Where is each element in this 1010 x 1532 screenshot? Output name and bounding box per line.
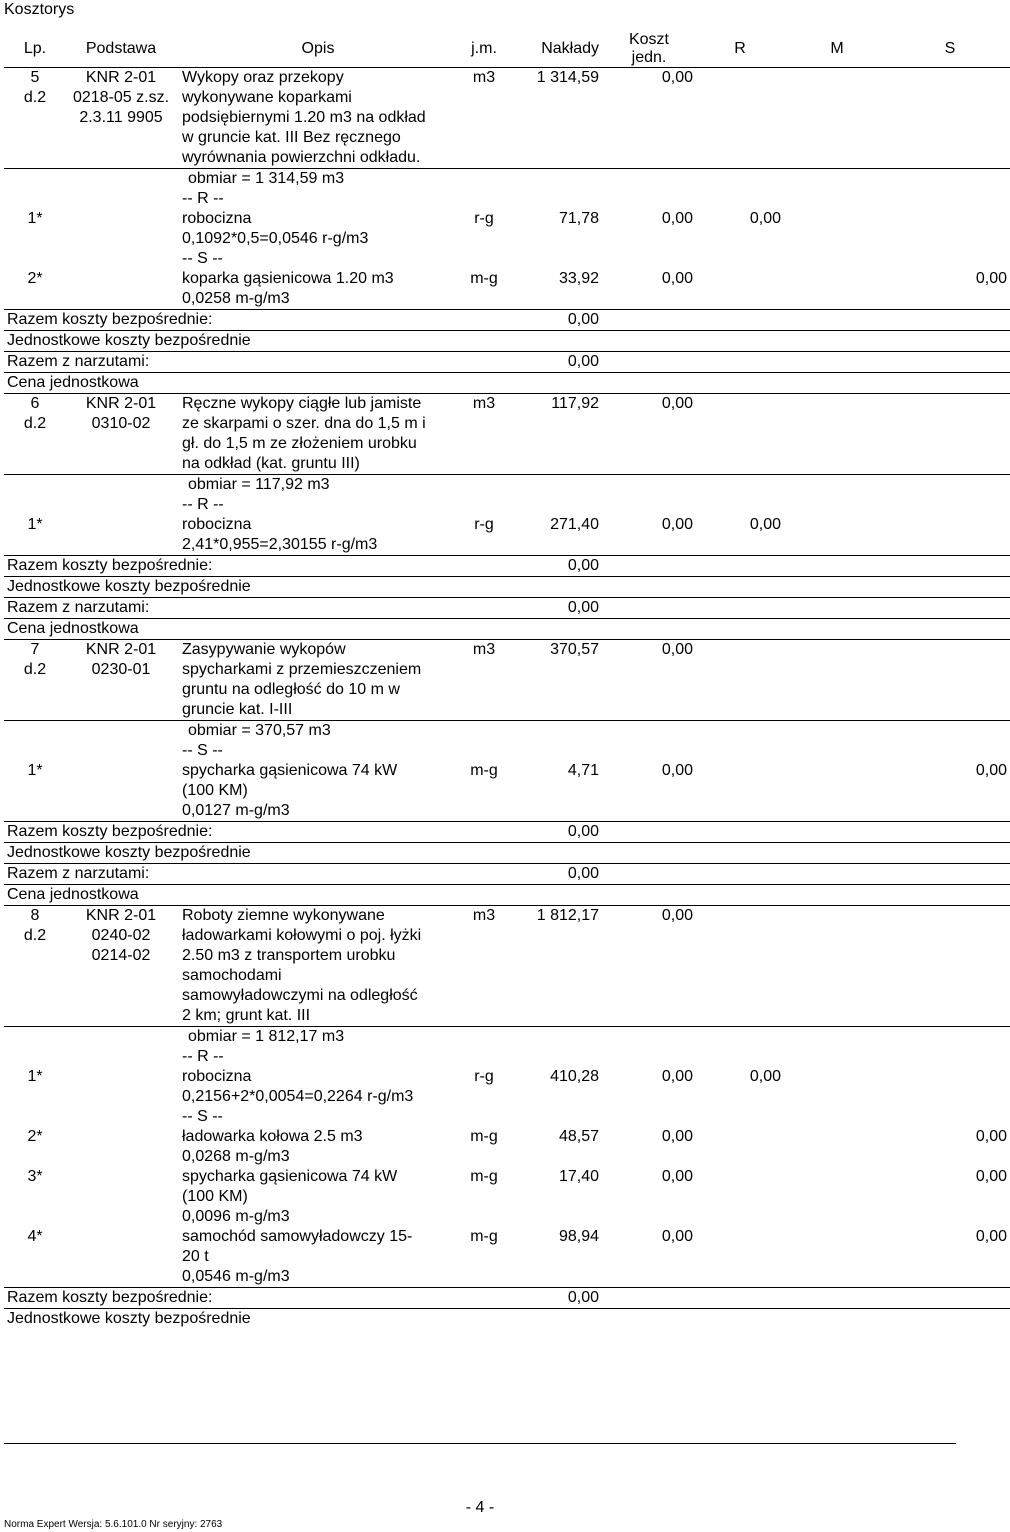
obmiar-row [4, 721, 1010, 742]
resource-lp: 3* [27, 1168, 43, 1185]
resource-s: 0,00 [975, 762, 1007, 779]
razem-narzut-rest [602, 864, 1010, 885]
resource-koszt: 0,00 [661, 1068, 693, 1085]
resource-marker-row [4, 495, 1010, 515]
resource-jm: r-g [474, 1068, 494, 1085]
header-koszt-l1: Koszt [628, 31, 669, 48]
resource-pod [66, 1227, 176, 1288]
cena-row [4, 619, 1010, 640]
jednostkowe-row [4, 331, 1010, 352]
header-koszt-l2: jedn. [631, 49, 667, 66]
item-koszt: 0,00 [602, 68, 696, 169]
item-podstawa [66, 640, 176, 721]
resource-row [4, 1167, 1010, 1227]
obmiar-row [4, 1027, 1010, 1048]
item-naklady: 117,92 [508, 394, 602, 475]
bottom-rule [4, 1443, 956, 1444]
header-r: R [696, 31, 784, 68]
resource-naklady: 4,71 [567, 762, 599, 779]
razem-koszty-row [4, 822, 1010, 843]
item-opis [176, 394, 460, 475]
item-naklady: 1 812,17 [508, 906, 602, 1027]
item-lp [4, 640, 66, 721]
razem-koszty-label: Razem koszty bezpośrednie: [4, 1288, 460, 1309]
resource-r [696, 761, 784, 822]
obmiar-row [4, 169, 1010, 190]
item-s [890, 906, 1010, 1027]
obmiar-text [176, 169, 1010, 190]
item-r [696, 68, 784, 169]
marker-lp [4, 249, 66, 269]
header-naklady: Nakłady [508, 31, 602, 68]
razem-koszty-rest [602, 822, 1010, 843]
razem-koszty-label: Razem koszty bezpośrednie: [4, 822, 460, 843]
obmiar-text [176, 475, 1010, 496]
item-podstawa-line: KNR 2-01 [85, 907, 157, 924]
item-lp [4, 906, 66, 1027]
resource-name-line: ładowarka kołowa 2.5 m3 [182, 1128, 363, 1145]
razem-narzut-value: 0,00 [508, 352, 602, 373]
resource-pod [66, 209, 176, 249]
resource-lp: 2* [27, 1128, 43, 1145]
resource-name [176, 1227, 460, 1288]
razem-narzut-rest [602, 598, 1010, 619]
resource-lp: 2* [27, 270, 43, 287]
razem-narzut-label: Razem z narzutami: [4, 352, 460, 373]
item-opis-line: wyrównania powierzchni odkładu. [182, 149, 421, 166]
resource-pod [66, 1127, 176, 1167]
header-row [4, 31, 1010, 68]
resource-lp: 1* [27, 210, 43, 227]
item-jm: m3 [460, 68, 508, 169]
razem-narzut-rest [602, 352, 1010, 373]
header-m: M [784, 31, 890, 68]
resource-name [176, 1067, 460, 1107]
item-podstawa [66, 68, 176, 169]
item-row [4, 394, 1010, 475]
resource-name-line2: (100 KM) [182, 782, 248, 799]
resource-detail: 2,41*0,955=2,30155 r-g/m3 [182, 536, 378, 553]
resource-row [4, 1127, 1010, 1167]
resource-detail: 0,0268 m-g/m3 [182, 1148, 290, 1165]
item-opis-line: Wykopy oraz przekopy [182, 69, 344, 86]
resource-r: 0,00 [749, 516, 781, 533]
obmiar-lp [4, 169, 66, 190]
item-lp [4, 394, 66, 475]
resource-koszt: 0,00 [661, 516, 693, 533]
resource-name-line: koparka gąsienicowa 1.20 m3 [182, 270, 394, 287]
resource-s [890, 515, 1010, 556]
item-podstawa [66, 394, 176, 475]
resource-name [176, 1167, 460, 1227]
resource-pod [66, 1067, 176, 1107]
resource-marker: -- R -- [182, 1048, 224, 1065]
resource-naklady: 410,28 [550, 1068, 599, 1085]
item-naklady: 370,57 [508, 640, 602, 721]
resource-m [784, 209, 890, 249]
item-lp-line: 5 [30, 69, 40, 86]
razem-narzut-spacer [460, 598, 508, 619]
resource-r [696, 1127, 784, 1167]
resource-jm: r-g [474, 516, 494, 533]
obmiar-value: obmiar = 117,92 m3 [188, 476, 330, 493]
resource-jm: m-g [470, 270, 498, 287]
razem-narzut-spacer [460, 352, 508, 373]
resource-name-line: spycharka gąsienicowa 74 kW [182, 762, 398, 779]
resource-detail: 0,0127 m-g/m3 [182, 802, 290, 819]
item-opis-line: Zasypywanie wykopów [182, 641, 346, 658]
resource-jm: m-g [470, 1228, 498, 1245]
item-opis-line: gruntu na odległość do 10 m w [182, 681, 400, 698]
item-koszt: 0,00 [602, 906, 696, 1027]
item-m [784, 640, 890, 721]
obmiar-row [4, 475, 1010, 496]
razem-koszty-value: 0,00 [508, 556, 602, 577]
cost-table [4, 31, 1010, 1329]
item-lp [4, 68, 66, 169]
item-lp-line: d.2 [23, 927, 47, 944]
obmiar-pod [66, 169, 176, 190]
marker-lp [4, 189, 66, 209]
resource-marker: -- R -- [182, 496, 224, 513]
razem-koszty-spacer [460, 310, 508, 331]
item-opis [176, 68, 460, 169]
resource-name-line: robocizna [182, 210, 252, 227]
item-row [4, 640, 1010, 721]
item-lp-line: d.2 [23, 89, 47, 106]
cena-label: Cena jednostkowa [4, 619, 1010, 640]
item-opis-line: wykonywane koparkami [182, 89, 352, 106]
resource-marker: -- S -- [182, 1108, 223, 1125]
obmiar-pod [66, 475, 176, 496]
resource-pod [66, 515, 176, 556]
resource-jm: m-g [470, 762, 498, 779]
item-lp-line: 8 [30, 907, 40, 924]
razem-koszty-spacer [460, 1288, 508, 1309]
resource-r [696, 1167, 784, 1227]
header-s: S [890, 31, 1010, 68]
header-jm: j.m. [460, 31, 508, 68]
obmiar-text [176, 721, 1010, 742]
obmiar-value: obmiar = 370,57 m3 [188, 722, 331, 739]
item-lp-line: 6 [30, 395, 40, 412]
razem-koszty-rest [602, 556, 1010, 577]
document-title: Kosztorys [4, 1, 75, 18]
item-lp-line: d.2 [23, 415, 47, 432]
obmiar-text [176, 1027, 1010, 1048]
item-podstawa-line: 0218-05 z.sz. [72, 89, 170, 106]
razem-koszty-row [4, 556, 1010, 577]
resource-name-line2: 20 t [182, 1248, 209, 1265]
resource-s: 0,00 [975, 270, 1007, 287]
marker-lp [4, 1047, 66, 1067]
item-podstawa [66, 906, 176, 1027]
resource-m [784, 1167, 890, 1227]
obmiar-pod [66, 721, 176, 742]
obmiar-lp [4, 1027, 66, 1048]
header-koszt [602, 31, 696, 68]
resource-name-line: robocizna [182, 516, 252, 533]
item-opis-line: podsiębiernymi 1.20 m3 na odkład [182, 109, 426, 126]
resource-row [4, 515, 1010, 556]
resource-name [176, 761, 460, 822]
marker-lp [4, 495, 66, 515]
resource-m [784, 761, 890, 822]
item-koszt: 0,00 [602, 640, 696, 721]
resource-jm: m-g [470, 1168, 498, 1185]
razem-koszty-value: 0,00 [508, 1288, 602, 1309]
resource-s [890, 1067, 1010, 1107]
resource-koszt: 0,00 [661, 762, 693, 779]
item-r [696, 906, 784, 1027]
table-body [4, 68, 1010, 1330]
resource-marker: -- S -- [182, 742, 223, 759]
jednostkowe-row [4, 577, 1010, 598]
resource-detail: 0,0258 m-g/m3 [182, 290, 290, 307]
item-opis-line: gł. do 1,5 m ze złożeniem urobku [182, 435, 417, 452]
resource-m [784, 1127, 890, 1167]
resource-jm: m-g [470, 1128, 498, 1145]
resource-r: 0,00 [749, 210, 781, 227]
resource-row [4, 209, 1010, 249]
razem-koszty-value: 0,00 [508, 822, 602, 843]
resource-naklady: 48,57 [558, 1128, 599, 1145]
resource-marker-row [4, 189, 1010, 209]
item-jm: m3 [460, 394, 508, 475]
item-opis-line: Roboty ziemne wykonywane [182, 907, 385, 924]
resource-naklady: 271,40 [550, 516, 599, 533]
resource-koszt: 0,00 [661, 210, 693, 227]
obmiar-lp [4, 721, 66, 742]
resource-naklady: 71,78 [558, 210, 599, 227]
cena-label: Cena jednostkowa [4, 373, 1010, 394]
item-opis [176, 640, 460, 721]
jednostkowe-label: Jednostkowe koszty bezpośrednie [4, 843, 1010, 864]
item-jm: m3 [460, 906, 508, 1027]
razem-narzut-row [4, 864, 1010, 885]
item-m [784, 68, 890, 169]
resource-lp: 1* [27, 1068, 43, 1085]
razem-koszty-spacer [460, 822, 508, 843]
header-opis: Opis [176, 31, 460, 68]
jednostkowe-label: Jednostkowe koszty bezpośrednie [4, 577, 1010, 598]
resource-m [784, 515, 890, 556]
razem-narzut-value: 0,00 [508, 598, 602, 619]
resource-detail: 0,0096 m-g/m3 [182, 1208, 290, 1225]
resource-m [784, 269, 890, 310]
item-r [696, 394, 784, 475]
resource-lp: 4* [27, 1228, 43, 1245]
razem-koszty-spacer [460, 556, 508, 577]
item-podstawa-line: 0310-02 [91, 415, 151, 432]
item-podstawa-line: 2.3.11 9905 [79, 109, 163, 126]
obmiar-pod [66, 1027, 176, 1048]
item-podstawa-line: KNR 2-01 [85, 641, 157, 658]
resource-row [4, 1067, 1010, 1107]
header-podstawa: Podstawa [66, 31, 176, 68]
resource-pod [66, 761, 176, 822]
item-lp-line: 7 [30, 641, 40, 658]
jednostkowe-label: Jednostkowe koszty bezpośrednie [4, 1309, 1010, 1330]
resource-r [696, 269, 784, 310]
cena-row [4, 885, 1010, 906]
resource-marker-row [4, 741, 1010, 761]
item-opis-line: 2.50 m3 z transportem urobku [182, 947, 396, 964]
item-podstawa-line: 0240-02 [91, 927, 151, 944]
item-podstawa-line: 0230-01 [91, 661, 151, 678]
item-opis-line: na odkład (kat. gruntu III) [182, 455, 360, 472]
resource-s: 0,00 [975, 1168, 1007, 1185]
razem-narzut-row [4, 352, 1010, 373]
resource-koszt: 0,00 [661, 1228, 693, 1245]
jednostkowe-row [4, 843, 1010, 864]
razem-koszty-row [4, 1288, 1010, 1309]
razem-narzut-row [4, 598, 1010, 619]
item-opis [176, 906, 460, 1027]
razem-koszty-value: 0,00 [508, 310, 602, 331]
resource-pod [66, 1167, 176, 1227]
item-koszt: 0,00 [602, 394, 696, 475]
resource-name [176, 1127, 460, 1167]
item-s [890, 640, 1010, 721]
marker-pod [66, 495, 176, 515]
resource-row [4, 269, 1010, 310]
resource-name-line2: (100 KM) [182, 1188, 248, 1205]
razem-koszty-label: Razem koszty bezpośrednie: [4, 310, 460, 331]
resource-r [696, 1227, 784, 1288]
item-m [784, 906, 890, 1027]
marker-pod [66, 189, 176, 209]
marker-pod [66, 1047, 176, 1067]
resource-row [4, 761, 1010, 822]
item-opis-line: gruncie kat. I-III [182, 701, 293, 718]
resource-name [176, 515, 460, 556]
cena-label: Cena jednostkowa [4, 885, 1010, 906]
resource-r: 0,00 [749, 1068, 781, 1085]
item-opis-line: samowyładowczymi na odległość [182, 987, 418, 1004]
item-podstawa-line: KNR 2-01 [85, 395, 157, 412]
item-s [890, 394, 1010, 475]
razem-koszty-label: Razem koszty bezpośrednie: [4, 556, 460, 577]
razem-koszty-row [4, 310, 1010, 331]
razem-narzut-spacer [460, 864, 508, 885]
obmiar-lp [4, 475, 66, 496]
resource-koszt: 0,00 [661, 1168, 693, 1185]
item-opis-line: samochodami [182, 967, 282, 984]
resource-marker-row [4, 1107, 1010, 1127]
resource-naklady: 17,40 [558, 1168, 599, 1185]
resource-name-line: samochód samowyładowczy 15- [182, 1228, 413, 1245]
resource-marker-row [4, 249, 1010, 269]
item-jm: m3 [460, 640, 508, 721]
razem-narzut-label: Razem z narzutami: [4, 864, 460, 885]
jednostkowe-row [4, 1309, 1010, 1330]
obmiar-value: obmiar = 1 314,59 m3 [188, 170, 345, 187]
resource-detail: 0,1092*0,5=0,0546 r-g/m3 [182, 230, 369, 247]
marker-lp [4, 741, 66, 761]
resource-name [176, 209, 460, 249]
item-opis-line: ładowarkami kołowymi o poj. łyżki [182, 927, 422, 944]
marker-pod [66, 741, 176, 761]
resource-marker: -- R -- [182, 190, 224, 207]
resource-detail: 0,0546 m-g/m3 [182, 1268, 290, 1285]
jednostkowe-label: Jednostkowe koszty bezpośrednie [4, 331, 1010, 352]
item-row [4, 68, 1010, 169]
resource-name-line: robocizna [182, 1068, 252, 1085]
resource-koszt: 0,00 [661, 270, 693, 287]
resource-name-line: spycharka gąsienicowa 74 kW [182, 1168, 398, 1185]
page-number: - 4 - [465, 1499, 495, 1516]
item-row [4, 906, 1010, 1027]
item-naklady: 1 314,59 [508, 68, 602, 169]
software-footer: Norma Expert Wersja: 5.6.101.0 Nr seryjny: 2763 [4, 1519, 223, 1530]
razem-koszty-rest [602, 310, 1010, 331]
resource-s: 0,00 [975, 1228, 1007, 1245]
resource-marker-row [4, 1047, 1010, 1067]
item-opis-line: 2 km; grunt kat. III [182, 1007, 311, 1024]
resource-m [784, 1067, 890, 1107]
razem-narzut-label: Razem z narzutami: [4, 598, 460, 619]
resource-m [784, 1227, 890, 1288]
resource-lp: 1* [27, 516, 43, 533]
item-m [784, 394, 890, 475]
item-r [696, 640, 784, 721]
resource-s: 0,00 [975, 1128, 1007, 1145]
item-podstawa-line: 0214-02 [91, 947, 151, 964]
resource-koszt: 0,00 [661, 1128, 693, 1145]
marker-lp [4, 1107, 66, 1127]
marker-pod [66, 1107, 176, 1127]
resource-naklady: 33,92 [558, 270, 599, 287]
resource-row [4, 1227, 1010, 1288]
resource-lp: 1* [27, 762, 43, 779]
resource-detail: 0,2156+2*0,0054=0,2264 r-g/m3 [182, 1088, 414, 1105]
resource-pod [66, 269, 176, 310]
razem-koszty-rest [602, 1288, 1010, 1309]
item-opis-line: ze skarpami o szer. dna do 1,5 m i [182, 415, 426, 432]
item-opis-line: spycharkami z przemieszczeniem [182, 661, 422, 678]
resource-name [176, 269, 460, 310]
resource-marker: -- S -- [182, 250, 223, 267]
marker-pod [66, 249, 176, 269]
item-opis-line: Ręczne wykopy ciągłe lub jamiste [182, 395, 422, 412]
item-lp-line: d.2 [23, 661, 47, 678]
header-lp: Lp. [4, 31, 66, 68]
resource-jm: r-g [474, 210, 494, 227]
obmiar-value: obmiar = 1 812,17 m3 [188, 1028, 345, 1045]
razem-narzut-value: 0,00 [508, 864, 602, 885]
item-opis-line: w gruncie kat. III Bez ręcznego [182, 129, 401, 146]
item-s [890, 68, 1010, 169]
cena-row [4, 373, 1010, 394]
resource-s [890, 209, 1010, 249]
item-podstawa-line: KNR 2-01 [85, 69, 157, 86]
resource-naklady: 98,94 [558, 1228, 599, 1245]
